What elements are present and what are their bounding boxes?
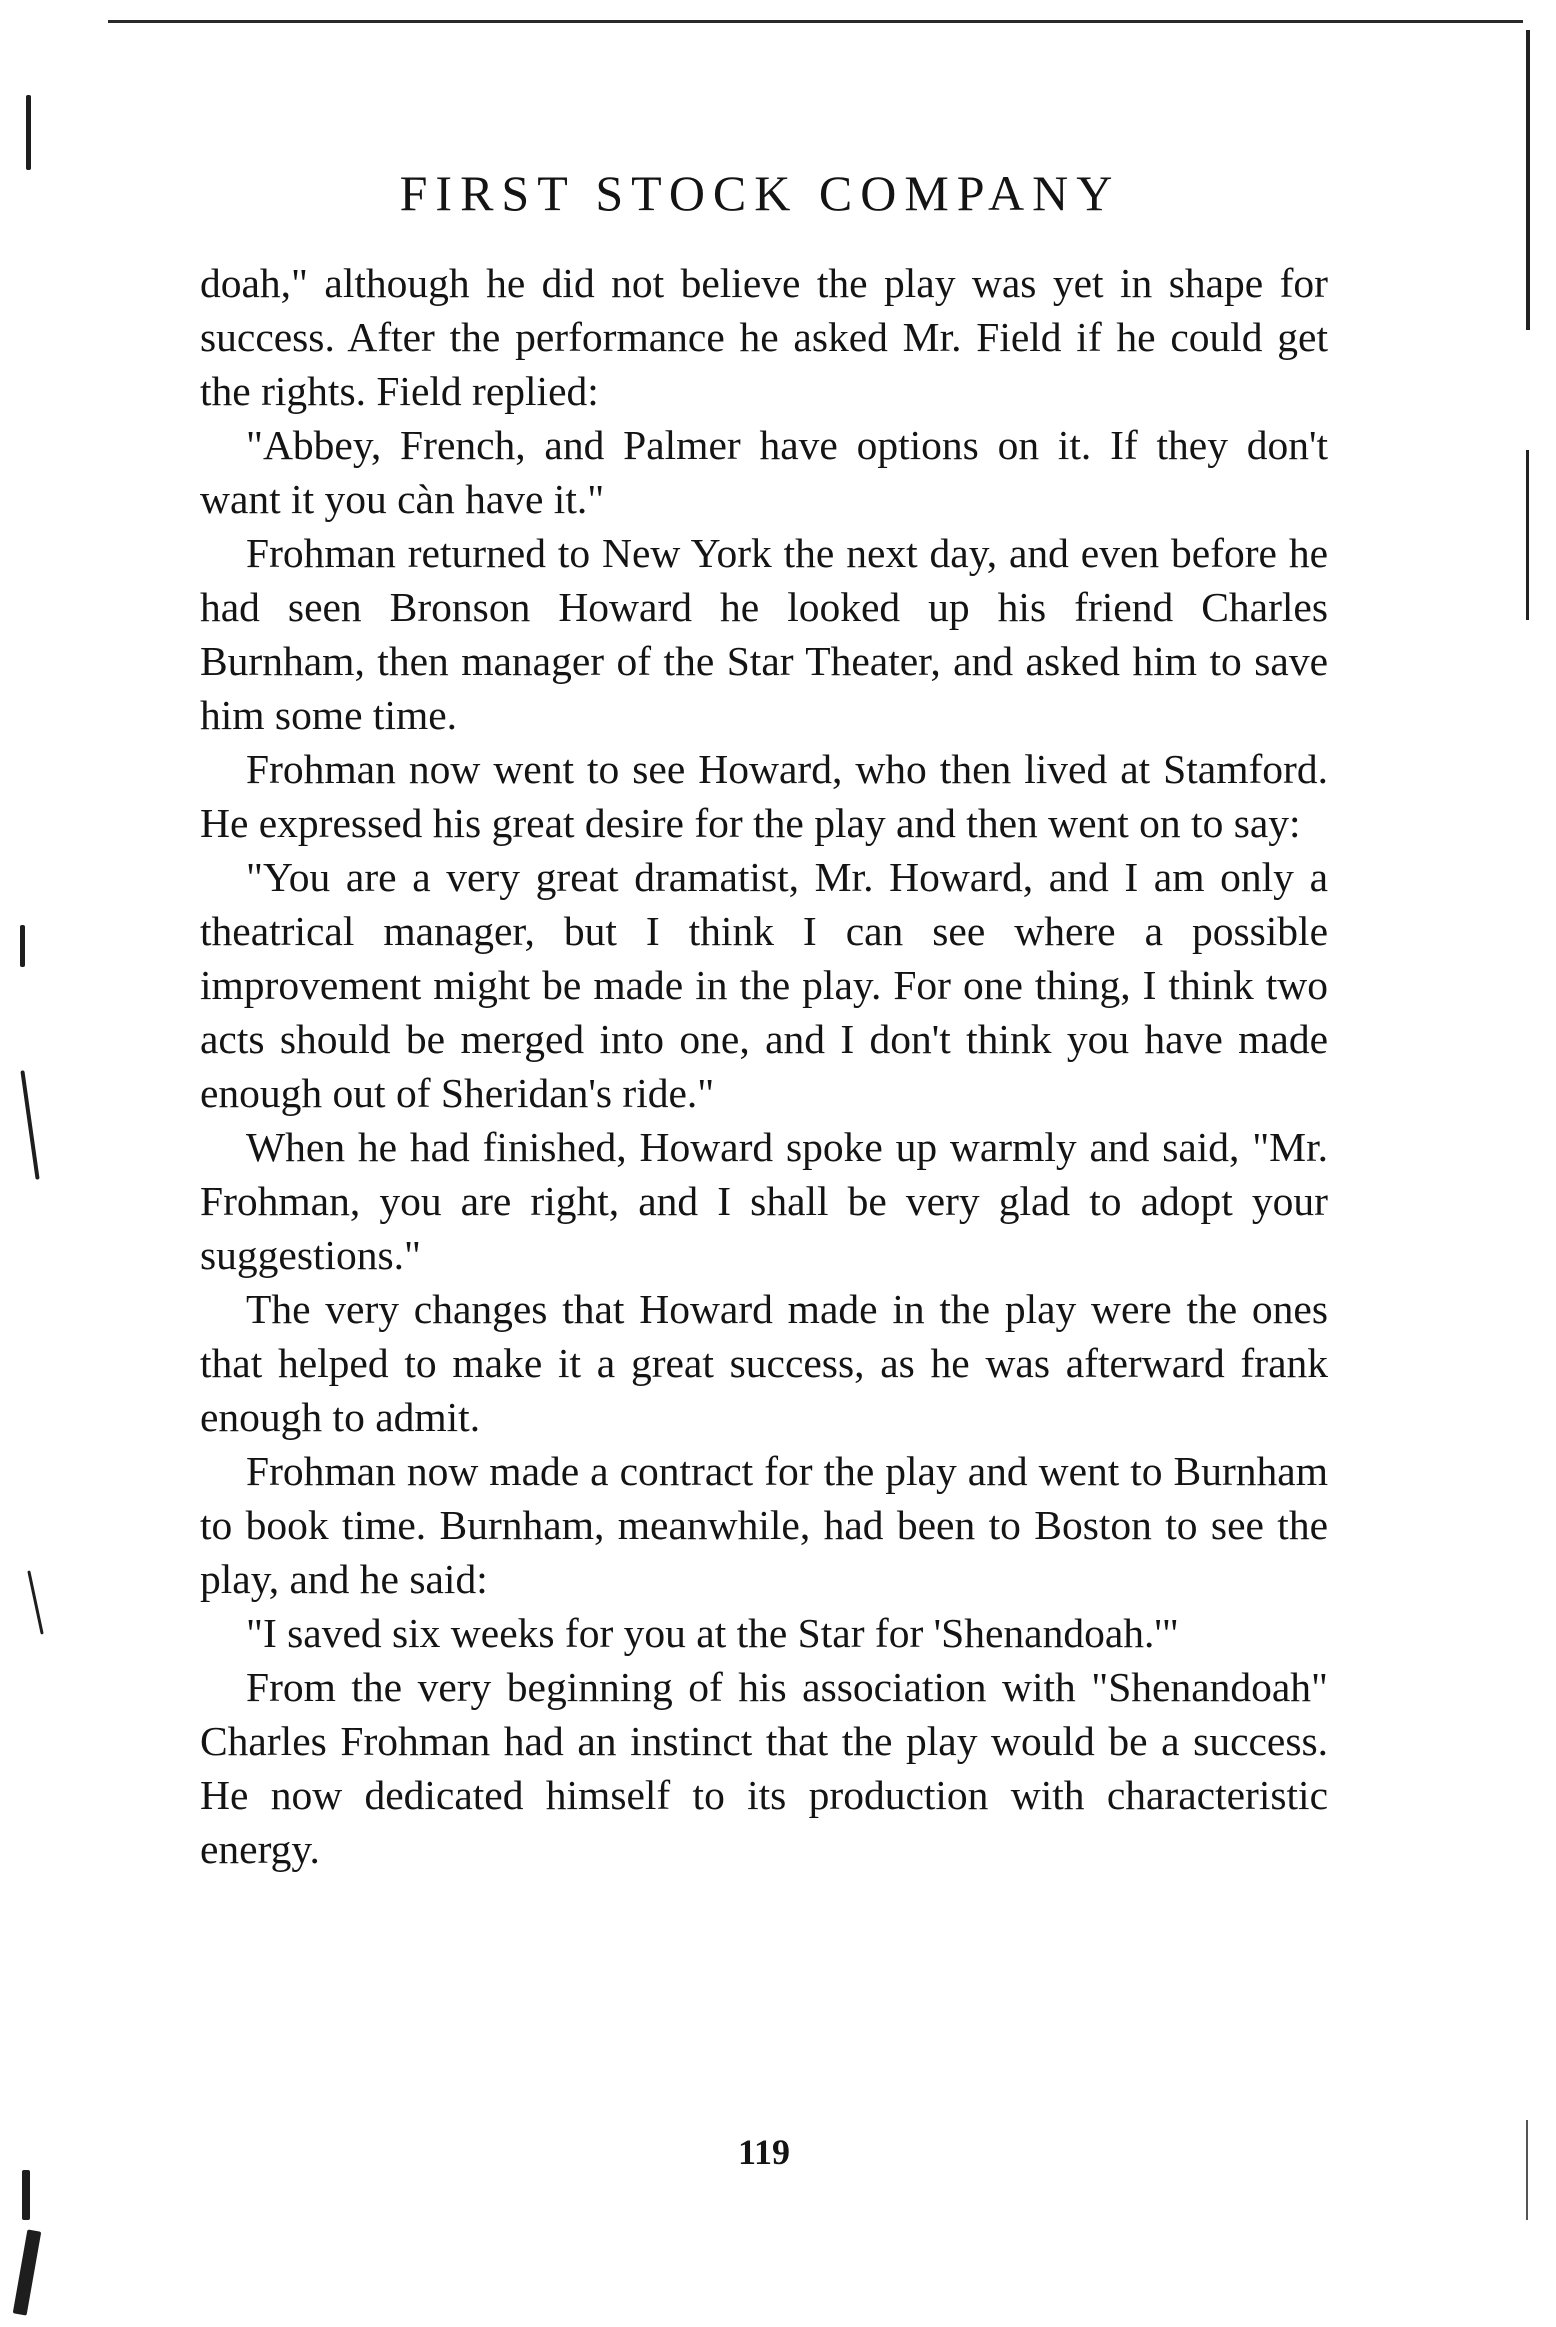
paragraph: "I saved six weeks for you at the Star for 'Shenandoah.'" — [246, 1610, 1179, 1656]
paragraph: "Abbey, French, and Palmer have options on it. If they don't want it you càn have it." — [200, 422, 1328, 522]
running-head: FIRST STOCK COMPANY — [399, 165, 1121, 221]
top-rule — [108, 20, 1523, 23]
paragraph: doah," although he did not believe the play was yet in shape for success. After the performance he asked Mr. Field if he could get the rights. Field replied: — [200, 260, 1328, 414]
paragraph: Frohman returned to New York the next day, and even before he had seen Bronson Howard he looked up his friend Charles Burnham, then manager of the Star Theater, and asked him to save him some time. — [200, 530, 1328, 738]
binding-shadow — [1526, 30, 1530, 330]
scan-artifact — [13, 2229, 42, 2315]
scan-artifact — [20, 925, 25, 967]
scan-artifact — [20, 1070, 39, 1179]
paragraph: "You are a very great dramatist, Mr. Howard, and I am only a theatrical manager, but I think I can see where a possible improvement might be made in the play. For one thing, I think two acts should be merged into one, and I don't think you have made enough out of Sheridan's ride." — [200, 854, 1328, 1116]
paragraph: From the very beginning of his association with "Shenandoah" Charles Frohman had an instinct that the play would be a success. He now dedicated himself to its production with characteristic energy. — [200, 1664, 1328, 1872]
paragraph: The very changes that Howard made in the play were the ones that helped to make it a great success, as he was afterward frank enough to admit. — [200, 1286, 1328, 1440]
page-number: 119 — [737, 2132, 790, 2172]
body-text — [200, 256, 1328, 1876]
paragraph: Frohman now went to see Howard, who then lived at Stamford. He expressed his great desire for the play and then went on to say: — [200, 746, 1328, 846]
paragraph: When he had finished, Howard spoke up warmly and said, "Mr. Frohman, you are right, and I shall be very glad to adopt your suggestions." — [200, 1124, 1328, 1278]
binding-shadow — [1526, 450, 1529, 620]
scan-artifact — [26, 95, 31, 170]
binding-shadow — [1526, 2120, 1528, 2220]
paragraph: Frohman now made a contract for the play and went to Burnham to book time. Burnham, meanwhile, had been to Boston to see the play, and he said: — [200, 1448, 1328, 1602]
scan-artifact — [22, 2170, 30, 2220]
scan-artifact — [27, 1570, 43, 1634]
